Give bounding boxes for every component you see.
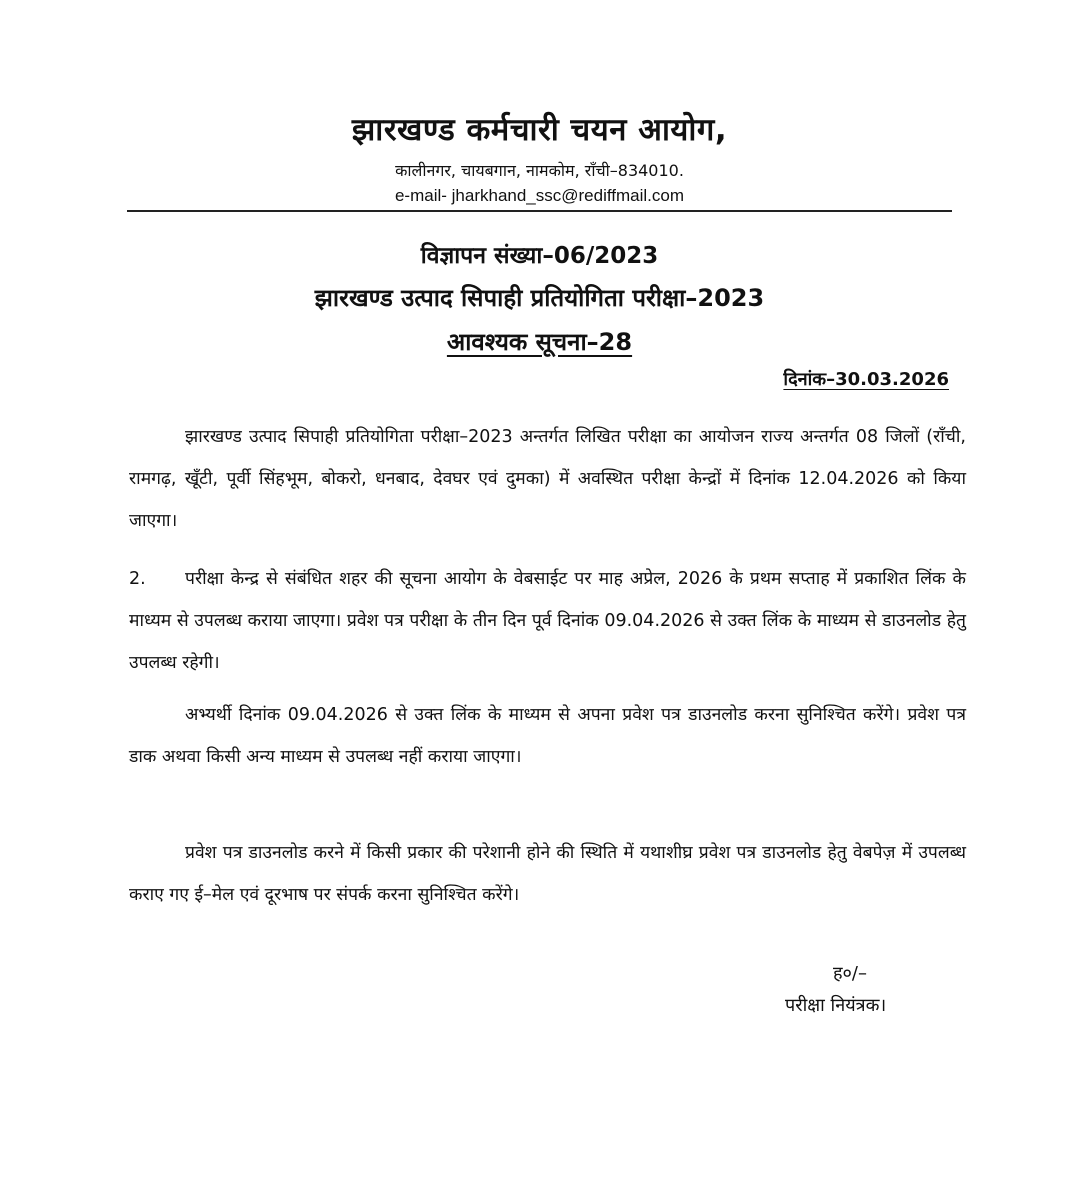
header-divider [127,210,952,212]
notice-date: दिनांक–30.03.2026 [783,369,949,390]
paragraph-2-number: 2. [129,568,146,589]
organization-name: झारखण्ड कर्मचारी चयन आयोग, [351,112,728,148]
exam-title: झारखण्ड उत्पाद सिपाही प्रतियोगिता परीक्षा–2023 [314,284,765,312]
notice-title: आवश्यक सूचना–28 [446,328,633,356]
paragraph-2 [129,558,966,684]
notice-title-wrapper [0,324,1079,360]
signed-mark: ह०/– [833,963,867,984]
signature-block [785,958,985,1022]
signatory-designation: परीक्षा नियंत्रक। [785,995,887,1016]
organization-address: कालीनगर, चायबगान, नामकोम, राँची–834010. [395,161,684,180]
paragraph-3: अभ्यर्थी दिनांक 09.04.2026 से उक्त लिंक के माध्यम से अपना प्रवेश पत्र डाउनलोड करना सुनिश्चित करेंगे। प्रवेश पत्र डाक अथवा किसी अन्य माध्यम से उपलब्ध नहीं कराया जाएगा। [129,704,966,767]
paragraph-1: झारखण्ड उत्पाद सिपाही प्रतियोगिता परीक्षा–2023 अन्तर्गत लिखित परीक्षा का आयोजन राज्य अन्तर्गत 08 जिलों (राँची, रामगढ़, खूँटी, पूर्वी सिंहभूम, बोकरो, धनबाद, देवघर एवं दुमका) में अवस्थित परीक्षा केन्द्रों में दिनांक 12.04.2026 को किया जाएगा। [129,426,966,531]
paragraph-2-text: परीक्षा केन्द्र से संबंधित शहर की सूचना आयोग के वेबसाईट पर माह अप्रेल, 2026 के प्रथम सप्ताह में प्रकाशित लिंक के माध्यम से उपलब्ध कराया जाएगा। प्रवेश पत्र परीक्षा के तीन दिन पूर्व दिनांक 09.04.2026 से उक्त लिंक के माध्यम से डाउनलोड हेतु उपलब्ध रहेगी। [129,568,966,673]
organization-email: e-mail- jharkhand_ssc@rediffmail.com [394,186,685,205]
advertisement-number: विज्ञापन संख्या–06/2023 [420,243,659,269]
paragraph-4: प्रवेश पत्र डाउनलोड करने में किसी प्रकार की परेशानी होने की स्थिति में यथाशीघ्र प्रवेश पत्र डाउनलोड हेतु वेबपेज़ में उपलब्ध कराए गए ई–मेल एवं दूरभाष पर संपर्क करना सुनिश्चित करेंगे। [129,842,966,905]
